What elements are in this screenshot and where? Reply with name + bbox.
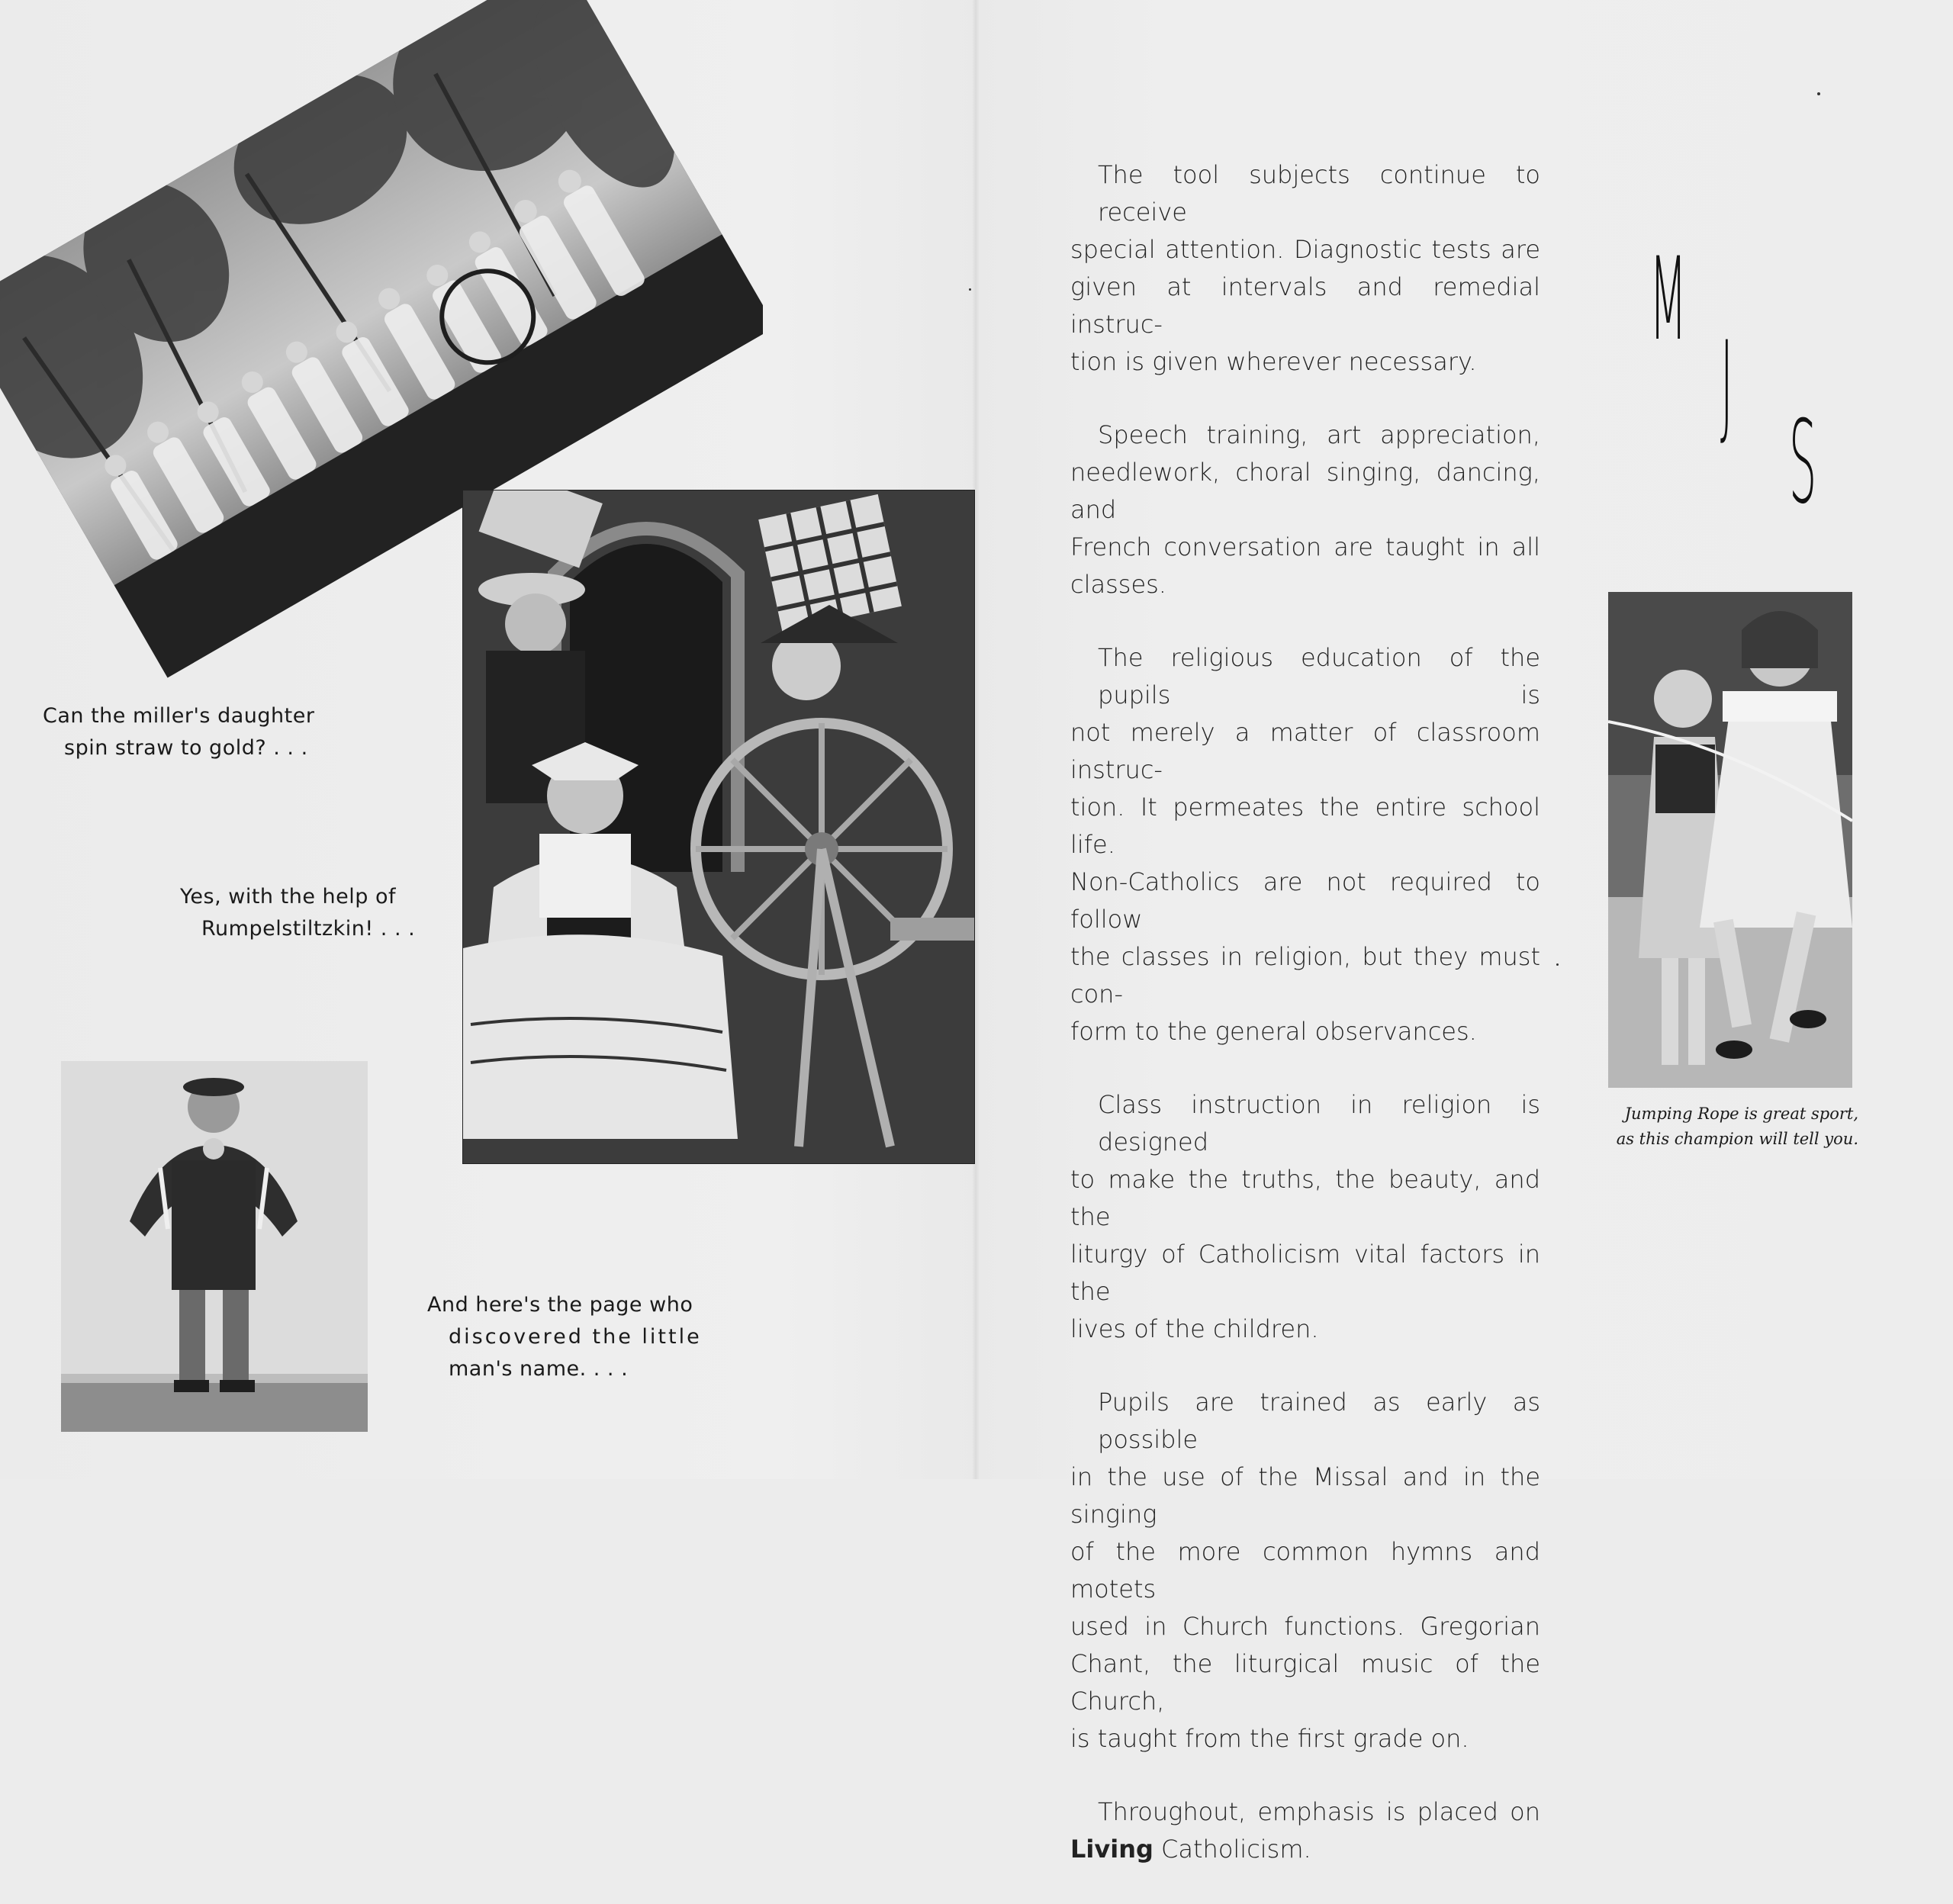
caption-line: Rumpelstiltzkin! . . .	[201, 917, 416, 941]
text-line: the classes in religion, but they must con-	[1070, 942, 1540, 1008]
text-line: liturgy of Catholicism vital factors in the	[1070, 1240, 1540, 1306]
text-line: lives of the children.	[1070, 1314, 1319, 1343]
text-line: classes.	[1070, 570, 1166, 599]
jump-rope-photo	[1608, 592, 1852, 1088]
text-line: needlework, choral singing, dancing, and	[1070, 458, 1540, 524]
text-line: Class instruction in religion is designed	[1098, 1090, 1540, 1156]
text-line: to make the truths, the beauty, and the	[1070, 1165, 1540, 1231]
caption-line: spin straw to gold? . . .	[64, 736, 308, 760]
text-line: Pupils are trained as early as possible	[1098, 1388, 1540, 1454]
text-line: in the use of the Missal and in the singing	[1070, 1462, 1540, 1529]
paragraph-class-instruction	[1070, 1086, 1540, 1348]
text-line: given at intervals and remedial instruc-	[1070, 272, 1540, 339]
caption-millers-daughter	[43, 700, 314, 764]
emphasis-living: Living	[1070, 1835, 1153, 1864]
monogram-letter-j: J	[1720, 317, 1733, 450]
monogram-letter-s: S	[1789, 397, 1817, 529]
scan-speck	[1556, 963, 1559, 966]
text-fragment: Catholicism.	[1153, 1835, 1311, 1864]
paragraph-religious-education	[1070, 639, 1540, 1050]
text-line: Chant, the liturgical music of the Church,	[1070, 1649, 1540, 1716]
text-line	[1070, 1831, 1540, 1868]
body-text-column	[1070, 156, 1540, 1904]
caption-line: man's name. . . .	[449, 1357, 629, 1381]
text-line: The religious education of the pupils is	[1098, 643, 1540, 709]
paragraph-throughout	[1070, 1793, 1540, 1868]
caption-jump-rope	[1605, 1102, 1858, 1152]
caption-line: discovered the little	[449, 1325, 702, 1349]
page-boy-photo	[61, 1061, 368, 1432]
text-line: tion. It permeates the entire school life.	[1070, 793, 1540, 859]
text-line: Non-Catholics are not required to follow	[1070, 867, 1540, 934]
text-line: tion is given wherever necessary.	[1070, 347, 1477, 376]
text-line: Throughout, emphasis is placed on	[1098, 1797, 1540, 1826]
scan-speck	[1817, 92, 1820, 95]
text-line: not merely a matter of classroom instruc-	[1070, 718, 1540, 784]
text-line: used in Church functions. Gregorian	[1070, 1612, 1540, 1641]
text-line: form to the general observances.	[1070, 1017, 1477, 1046]
caption-line: Yes, with the help of	[180, 885, 396, 909]
text-line: The tool subjects continue to receive	[1098, 160, 1540, 227]
caption-line: as this champion will tell you.	[1616, 1130, 1858, 1148]
caption-rumpelstiltzkin	[180, 881, 415, 945]
text-line: special attention. Diagnostic tests are	[1070, 235, 1540, 264]
caption-page-boy	[427, 1289, 702, 1385]
paragraph-speech-training	[1070, 416, 1540, 603]
text-line: of the more common hymns and motets	[1070, 1537, 1540, 1603]
text-line: French conversation are taught in all	[1070, 532, 1540, 561]
paragraph-pupils-trained	[1070, 1384, 1540, 1758]
spinning-wheel-photo	[462, 490, 975, 1164]
text-line: is taught from the first grade on.	[1070, 1724, 1469, 1753]
monogram-letter-m: M	[1649, 233, 1688, 366]
caption-line: Jumping Rope is great sport,	[1624, 1105, 1858, 1123]
paragraph-tool-subjects	[1070, 156, 1540, 381]
caption-line: Can the miller's daughter	[43, 704, 315, 728]
caption-line: And here's the page who	[427, 1293, 693, 1317]
text-line: Speech training, art appreciation,	[1098, 420, 1540, 449]
scan-speck	[969, 288, 971, 291]
